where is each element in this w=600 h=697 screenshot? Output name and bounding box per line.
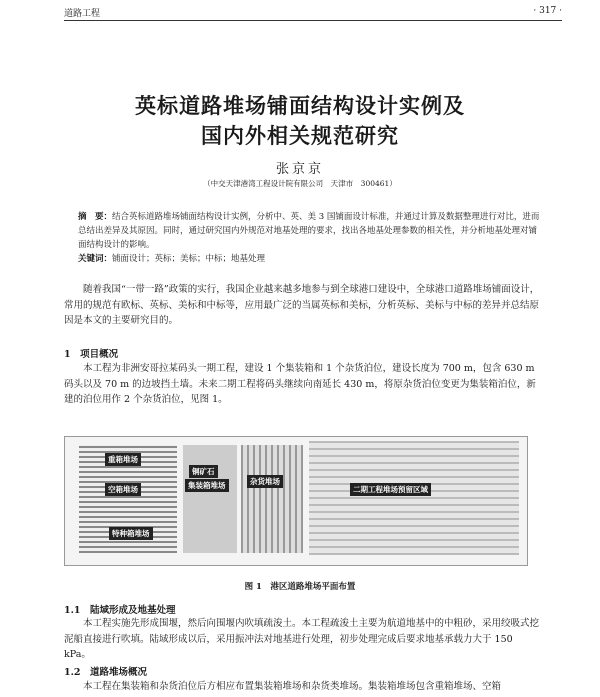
zone-label-cargo: 杂货堆场: [247, 475, 283, 488]
abstract-label: 摘 要：: [78, 212, 113, 222]
yard-block-ore: [183, 445, 237, 553]
section-1-heading: 1 项目概况: [64, 349, 119, 360]
zone-label-phase2: 二期工程堆场预留区域: [350, 483, 431, 496]
title-line-1: 英标道路堆场铺面结构设计实例及: [135, 94, 465, 118]
author: 张京京: [275, 162, 324, 177]
zone-label-ore: 铜矿石: [189, 465, 218, 478]
figure-caption: 图 1 港区道路堆场平面布置: [244, 582, 356, 592]
intro-paragraph: 随着我国“一带一路”政策的实行，我国企业越来越多地参与到全球港口建设中，全球港口道路堆场铺面设计，常用的规范有欧标、英标、美标和中标等，应用最广泛的当属英标和美标，分析英标、美标与中标的差异并总结原因是本文的主要研究目的。: [64, 284, 540, 326]
keywords-label: 关键词：: [78, 254, 113, 264]
affiliation: （中交天津港湾工程设计院有限公司 天津市 300461）: [203, 179, 397, 188]
journal-section: 道路工程: [64, 9, 101, 19]
section-1-text: 本工程为非洲安哥拉某码头一期工程，建设 1 个集装箱和 1 个杂货泊位，建设长度为 700 m，包含 630 m 码头以及 70 m 的边坡挡土墙。未来二期工程将码头继续向南延长 430 m，将原杂货泊位变更为集装箱泊位，新建的泊位用作 2 个杂货泊位，见图 1。: [64, 363, 536, 405]
zone-label-container: 集装箱堆场: [185, 479, 229, 492]
zone-label-special: 特种箱堆场: [109, 527, 153, 540]
page-number: · 317 ·: [533, 6, 562, 16]
zone-label-heavy: 重箱堆场: [105, 453, 141, 466]
abstract: [78, 210, 544, 252]
keywords: [78, 252, 544, 264]
yard-block-phase2: [309, 441, 519, 555]
section-1-1-text: 本工程实施先形成围堰，然后向围堰内吹填疏浚土。本工程疏浚土主要为航道地基中的中粗砂，采用绞吸式挖泥船直接进行吹填。陆域形成以后，采用振冲法对地基进行处理，初步处理完成后要求地基承载力大于 150 kPa。: [64, 618, 540, 660]
title-line-2: 国内外相关规范研究: [201, 124, 399, 148]
keywords-text: 铺面设计；英标；美标；中标；地基处理: [112, 254, 266, 264]
zone-label-empty: 空箱堆场: [105, 483, 141, 496]
section-1-1-heading: 1.1 陆域形成及地基处理: [64, 605, 176, 616]
section-1-2-heading: 1.2 道路堆场概况: [64, 667, 148, 678]
layout-figure: [64, 436, 528, 566]
yard-block-cargo: [241, 445, 303, 553]
abstract-text: 结合英标道路堆场铺面结构设计实例，分析中、英、美 3 国铺面设计标准，并通过计算及数据整理进行对比，进而总结出差异及其原因。同时，通过研究国内外规范对地基处理的要求，找出各地基处理参数的相关性，并分析地基处理对铺面结构设计的影响。: [78, 212, 540, 250]
header-rule: [64, 20, 562, 21]
section-1-2-text: 本工程在集装箱和杂货泊位后方相应布置集装箱堆场和杂货类堆场。集装箱堆场包含重箱堆场、空箱: [83, 681, 502, 692]
